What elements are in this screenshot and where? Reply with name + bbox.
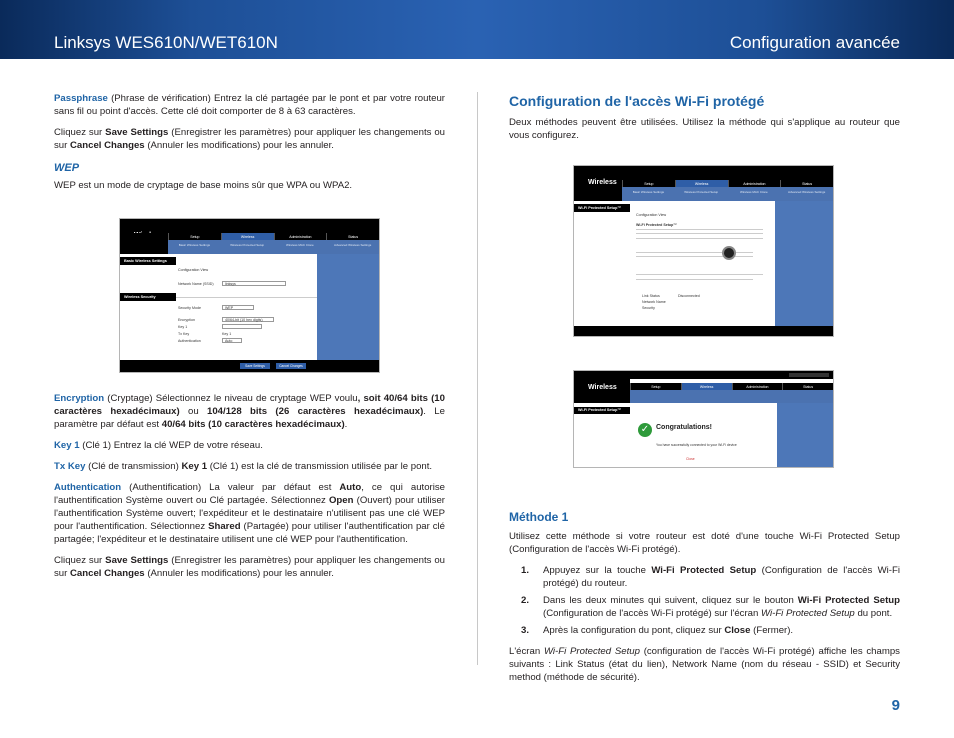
passphrase-paragraph: Passphrase (Phrase de vérification) Entrez la clé partagée par le pont et par votre routeur sans fil ou point d'accès. Cette clé doit comporter de 8 à 63 caractères. xyxy=(54,93,445,117)
step-text: Après la configuration du pont, cliquez sur Close (Fermer). xyxy=(543,625,794,636)
method-title: Méthode 1 xyxy=(509,510,569,524)
congratulations-screenshot: Wireless Setup Wireless Administration Status Wi-Fi Protected Setup™ ✓ Congratulations! You have successfully connected to your Wi-Fi device Close xyxy=(573,370,834,468)
step-item xyxy=(509,564,900,590)
screenshot-side-basic: Basic Wireless Settings xyxy=(124,259,167,263)
success-check-icon: ✓ xyxy=(638,423,652,437)
screenshot-tabs xyxy=(168,233,379,240)
screenshot-tab: Administration xyxy=(274,233,327,240)
passphrase-term: Passphrase xyxy=(54,93,108,104)
wep-settings-screenshot: Setup Wireless Administration Status Basic Wireless Settings Wireless Protected Setup Wireless MAC Clone Advanced Wireless Settings Basic Wireless Settings Wireless Security Configuration View Network Name (SSID) linksys Security Mode WEP Encryption 40/64-bit (10 hex digits) Key 1 Tx Key Key 1 Authentication Auto Save Settings Cancel Changes xyxy=(119,218,380,373)
step-item xyxy=(509,594,900,620)
wps-screenshot: Wireless Setup Wireless Administration Status Basic Wireless Settings Wireless Protected Setup Wireless MAC Clone Advanced Wireless Settings Wi-Fi Protected Setup™ Configuration View Wi-Fi Protected Setup™ Link Status Disconnected Network Name Security xyxy=(573,165,834,337)
txkey-paragraph: Tx Key (Clé de transmission) Key 1 (Clé 1) est la clé de transmission utilisée par le pont. xyxy=(54,461,433,472)
intro-paragraph: Deux méthodes peuvent être utilisées. Utilisez la méthode qui s'applique au routeur que vous configurez. xyxy=(509,117,900,141)
method-description: Utilisez cette méthode si votre routeur est doté d'une touche Wi-Fi Protected Setup (Configuration de l'accès Wi-Fi protégé). xyxy=(509,531,900,555)
screenshot-cancel-button: Cancel Changes xyxy=(276,363,306,369)
screenshot-side-security: Wireless Security xyxy=(124,295,156,299)
final-paragraph: L'écran Wi-Fi Protected Setup (configuration de l'accès Wi-Fi protégé) affiche les champs suivants : Link Status (état du lien), Network Name (nom du réseau - SSID) et Security method (méthode de sécurité). xyxy=(509,646,900,683)
screenshot-tab: Wireless xyxy=(221,233,274,240)
step-item xyxy=(509,624,900,637)
authentication-paragraph: Authentication (Authentification) La valeur par défaut est Auto, ce qui autorise l'authentification Système ouvert ou Clé partagée. Sélectionnez Open (Ouvert) pour utiliser l'authentification Système ouvert; l'expéditeur et le destinataire n'utilisent pas une clé WEP pour l'authentification. Sélectionnez Shared (Partagée) pour utiliser l'authentification par clé partagée; l'expéditeur et le destinataire utilisent une clé WEP pour l'authentification. xyxy=(54,482,446,545)
screenshot-brandbox xyxy=(120,233,168,254)
page-number: 9 xyxy=(891,697,900,714)
screenshot-subtabs: Basic Wireless Settings Wireless Protected Setup Wireless MAC Clone Advanced Wireless Settings xyxy=(168,240,379,254)
section-title: Configuration de l'accès Wi-Fi protégé xyxy=(509,93,765,109)
screenshot-tab: Setup xyxy=(168,233,221,240)
wep-subheading: WEP xyxy=(54,162,80,174)
document-title: Linksys WES610N/WET610N xyxy=(54,33,278,52)
chapter-title: Configuration avancée xyxy=(729,33,900,52)
column-divider xyxy=(477,92,478,665)
step-number: 2. xyxy=(521,595,530,606)
step-text: Dans les deux minutes qui suivent, cliquez sur le bouton Wi-Fi Protected Setup (Configuration de l'accès Wi-Fi protégé) sur l'écran Wi-Fi Protected Setup du pont. xyxy=(543,595,901,619)
step-text: Appuyez sur la touche Wi-Fi Protected Setup (Configuration de l'accès Wi-Fi protégé) du routeur. xyxy=(543,565,900,589)
wps-logo-icon xyxy=(722,246,736,260)
key1-paragraph: Key 1 (Clé 1) Entrez la clé WEP de votre réseau. xyxy=(54,440,263,451)
save-instructions-2: Cliquez sur Save Settings (Enregistrer les paramètres) pour appliquer les changements ou sur Cancel Changes (Annuler les modifications) pour les annuler. xyxy=(54,555,445,579)
step-number: 1. xyxy=(521,565,530,576)
steps-list xyxy=(509,564,900,637)
encryption-paragraph: Encryption (Cryptage) Sélectionnez le niveau de cryptage WEP voulu, soit 40/64 bits (10 caractères hexadécimaux) ou 104/128 bits (26 caractères hexadécimaux). Le paramètre par défaut est 40/64 bits (10 caractères hexadécimaux). xyxy=(54,393,445,430)
screenshot-help-column xyxy=(317,254,379,372)
save-instructions-1: Cliquez sur Save Settings (Enregistrer les paramètres) pour appliquer les changements ou sur Cancel Changes (Annuler les modifications) pour les annuler. xyxy=(54,127,445,151)
screenshot-brand: Wireless xyxy=(588,179,617,186)
page-header xyxy=(0,0,954,59)
screenshot-tab: Status xyxy=(326,233,379,240)
step-number: 3. xyxy=(521,625,530,636)
congratulations-title: Congratulations! xyxy=(656,424,712,431)
screenshot-save-button: Save Settings xyxy=(240,363,270,369)
screenshot-topbar xyxy=(120,219,379,233)
wep-description: WEP est un mode de cryptage de base moins sûr que WPA ou WPA2. xyxy=(54,180,353,191)
